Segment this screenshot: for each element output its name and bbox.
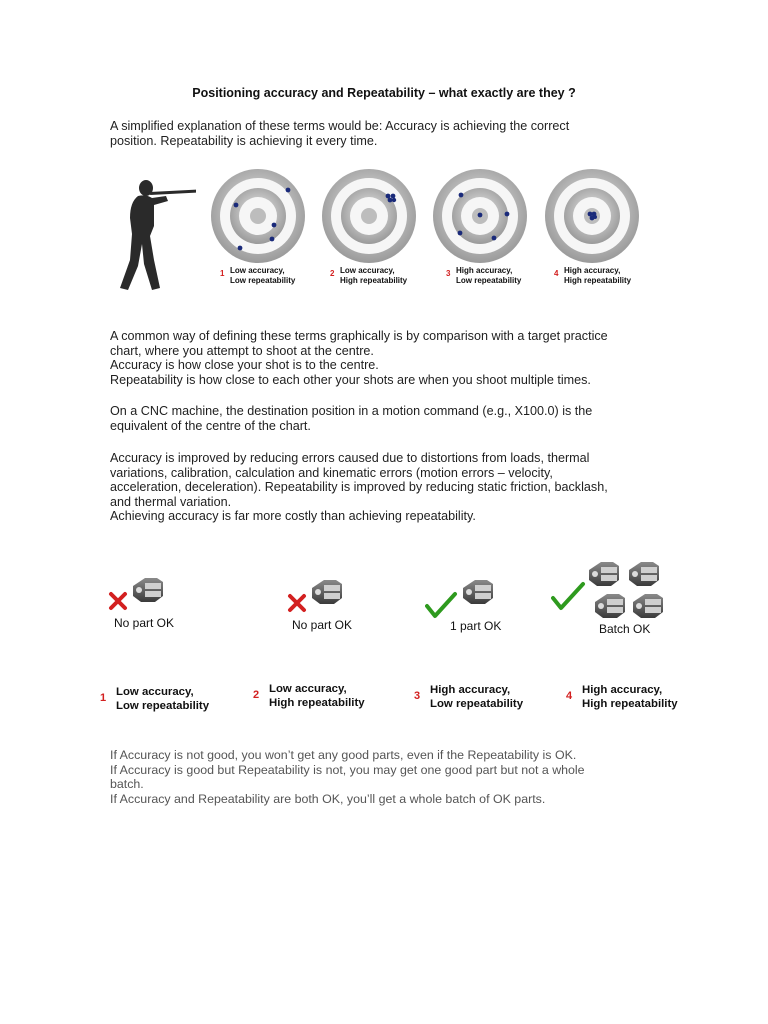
cross-mark-icon: [286, 576, 346, 616]
caption-number: 1: [100, 692, 107, 704]
paragraph-line: A common way of defining these terms graphically is by comparison with a target practice: [110, 329, 608, 343]
caption-line: High accuracy,: [456, 266, 513, 275]
paragraph-line: Repeatability is how close to each other your shots are when you shoot multiple times.: [110, 372, 591, 387]
bottom-caption: [253, 683, 365, 710]
part-status-label: 1 part OK: [450, 619, 502, 633]
caption-line: High accuracy,: [430, 684, 511, 696]
paragraph-line: acceleration, deceleration). Repeatability is improved by reducing static friction, backlash,: [110, 480, 608, 495]
caption-line: Low accuracy,: [230, 266, 285, 275]
paragraph-line: and thermal variation.: [110, 494, 232, 509]
paragraph-line: chart, where you attempt to shoot at the centre.: [110, 343, 374, 358]
caption-number: 3: [414, 690, 421, 702]
part-status-label: Batch OK: [599, 622, 651, 636]
caption-line: Low repeatability: [456, 276, 522, 285]
caption-line: High repeatability: [340, 276, 408, 285]
page-title: Positioning accuracy and Repeatability – what exactly are they ?: [192, 86, 576, 100]
target-high-acc-high-rep: [540, 168, 644, 264]
paragraph-line: equivalent of the centre of the chart.: [110, 418, 311, 433]
target-caption: [330, 266, 408, 286]
check-mark-icon: [551, 556, 671, 624]
paragraph-line: variations, calibration, calculation and kinematic errors (motion errors – velocity,: [110, 465, 553, 480]
caption-number: 3: [446, 269, 451, 278]
target-caption: [554, 266, 632, 286]
target-low-acc-low-rep: [206, 168, 310, 264]
target-caption: [220, 266, 296, 286]
caption-line: High repeatability: [564, 276, 632, 285]
caption-line: Low repeatability: [430, 697, 524, 710]
paragraph-line: Accuracy is how close your shot is to the centre.: [110, 358, 379, 373]
caption-line: High accuracy,: [564, 266, 621, 275]
cross-mark-icon: [107, 574, 167, 614]
bottom-caption: [566, 684, 678, 711]
target-low-acc-high-rep: [317, 168, 421, 264]
caption-line: Low accuracy,: [116, 686, 194, 698]
target-high-acc-low-rep: [428, 168, 532, 264]
caption-line: Low accuracy,: [340, 266, 395, 275]
intro-line: A simplified explanation of these terms would be: Accuracy is achieving the correct: [110, 119, 570, 133]
conclusion-paragraph: [110, 748, 670, 806]
caption-number: 2: [330, 269, 335, 278]
parts-figure: [95, 550, 695, 730]
caption-line: Low accuracy,: [269, 683, 347, 695]
caption-number: 1: [220, 269, 225, 278]
intro-line: position. Repeatability is achieving it every time.: [110, 133, 378, 148]
paragraph-line: If Accuracy is good but Repeatability is not, you may get one good part but not a whole: [110, 762, 585, 777]
shooter-silhouette-icon: [116, 174, 196, 292]
check-mark-icon: [425, 576, 505, 622]
definition-paragraph: [110, 329, 670, 387]
bottom-caption: [414, 684, 524, 711]
paragraph-line: If Accuracy is not good, you won’t get any good parts, even if the Repeatability is OK.: [110, 748, 577, 762]
caption-number: 4: [554, 269, 559, 278]
paragraph-line: Achieving accuracy is far more costly than achieving repeatability.: [110, 509, 476, 524]
caption-number: 4: [566, 690, 573, 702]
part-status-label: No part OK: [292, 618, 353, 632]
target-caption: [446, 266, 522, 286]
caption-line: High accuracy,: [582, 684, 663, 696]
target-practice-figure: [108, 168, 648, 296]
paragraph-line: On a CNC machine, the destination position in a motion command (e.g., X100.0) is the: [110, 404, 593, 418]
caption-line: High repeatability: [582, 697, 678, 710]
intro-paragraph: [110, 119, 670, 148]
paragraph-line: Accuracy is improved by reducing errors caused due to distortions from loads, thermal: [110, 451, 590, 465]
part-status-label: No part OK: [114, 616, 175, 630]
paragraph-line: If Accuracy and Repeatability are both OK, you’ll get a whole batch of OK parts.: [110, 791, 546, 806]
caption-number: 2: [253, 689, 260, 701]
caption-line: High repeatability: [269, 696, 365, 709]
paragraph-line: batch.: [110, 777, 144, 792]
cnc-paragraph: [110, 404, 670, 433]
caption-line: Low repeatability: [116, 699, 210, 712]
bottom-caption: [100, 686, 210, 713]
improvement-paragraph: [110, 451, 670, 524]
caption-line: Low repeatability: [230, 276, 296, 285]
